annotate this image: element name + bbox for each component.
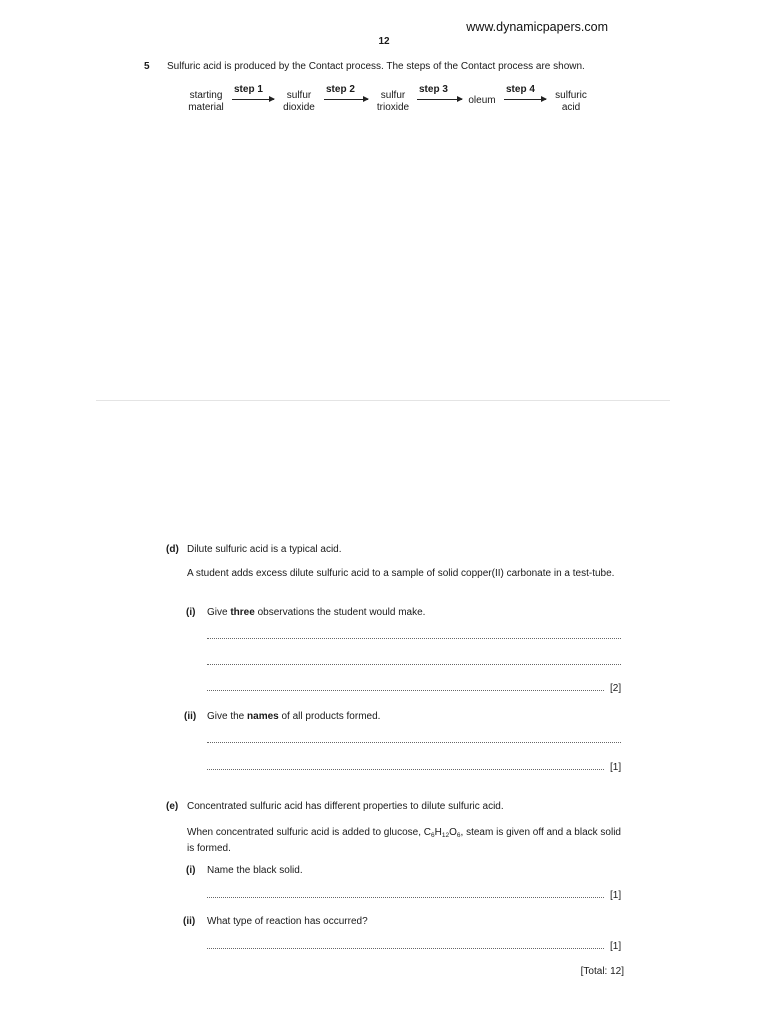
- answer-line[interactable]: [207, 948, 604, 949]
- formula-subscript: 6: [456, 832, 461, 839]
- part-d-i-label: (i): [186, 607, 196, 618]
- flow-node-line: material: [188, 102, 224, 113]
- part-e-i-label: (i): [186, 865, 196, 876]
- step-3-label: step 3: [419, 84, 448, 95]
- answer-line[interactable]: [207, 897, 604, 898]
- question-emphasis: names: [247, 711, 279, 722]
- mark-allocation: [1]: [610, 941, 622, 952]
- part-e-ii-label: (ii): [183, 916, 196, 927]
- flow-node-line: sulfuric: [555, 90, 587, 101]
- flow-node-line: acid: [561, 102, 581, 113]
- part-e-text: Concentrated sulfuric acid has different properties to dilute sulfuric acid.: [187, 801, 504, 812]
- contact-process-flow: [178, 84, 598, 120]
- flow-node-sulfuric-acid: [548, 90, 594, 114]
- step-2-arrow: [324, 99, 368, 100]
- part-d-ii-label: (ii): [184, 711, 197, 722]
- mark-allocation: [1]: [610, 890, 622, 901]
- total-marks: [Total: 12]: [580, 966, 624, 977]
- step-4-arrow: [504, 99, 546, 100]
- part-e-ii-question: What type of reaction has occurred?: [207, 916, 368, 927]
- flow-node-sulfur-trioxide: [370, 90, 416, 114]
- mark-allocation: [1]: [610, 762, 622, 773]
- mark-allocation: [2]: [610, 683, 622, 694]
- flow-node-line: starting: [189, 90, 223, 101]
- page-number: 12: [378, 36, 390, 47]
- part-e-i-question: Name the black solid.: [207, 865, 303, 876]
- part-e-label: (e): [166, 801, 179, 812]
- website-url: www.dynamicpapers.com: [466, 20, 608, 34]
- flow-node-sulfur-dioxide: [276, 90, 322, 114]
- step-3-arrow: [417, 99, 462, 100]
- answer-line[interactable]: [207, 690, 604, 691]
- part-d-label: (d): [166, 544, 179, 555]
- flow-node-line: trioxide: [376, 102, 410, 113]
- formula-subscript: 6: [431, 832, 435, 839]
- step-1-label: step 1: [234, 84, 263, 95]
- page-divider: [96, 400, 670, 401]
- answer-line[interactable]: [207, 638, 621, 639]
- formula-element: O: [449, 827, 457, 838]
- step-2-label: step 2: [326, 84, 355, 95]
- answer-line[interactable]: [207, 664, 621, 665]
- question-text: Give the: [207, 711, 248, 722]
- question-emphasis: three: [230, 607, 255, 618]
- flow-node-line: oleum: [468, 95, 496, 106]
- part-d-text: Dilute sulfuric acid is a typical acid.: [187, 544, 342, 555]
- question-text: of all products formed.: [278, 711, 381, 722]
- question-text: Give: [207, 607, 231, 618]
- step-4-label: step 4: [506, 84, 535, 95]
- formula-subscript: 12: [441, 832, 450, 839]
- question-text: observations the student would make.: [254, 607, 426, 618]
- answer-line[interactable]: [207, 742, 621, 743]
- formula-element: H: [434, 827, 442, 838]
- flow-node-line: dioxide: [283, 102, 315, 113]
- answer-line[interactable]: [207, 769, 604, 770]
- flow-node-starting-material: [178, 90, 234, 114]
- step-1-arrow: [232, 99, 274, 100]
- part-e-context: [187, 826, 627, 855]
- context-text: When concentrated sulfuric acid is added to glucose, C: [187, 827, 432, 838]
- question-number: 5: [144, 61, 150, 72]
- part-d-i-question: [207, 607, 425, 618]
- context-text: , steam is given off and a black solid is formed.: [187, 827, 621, 854]
- part-d-context: A student adds excess dilute sulfuric acid to a sample of solid copper(II) carbonate in a test-tube.: [187, 568, 615, 579]
- flow-node-oleum: [463, 95, 501, 107]
- question-intro: Sulfuric acid is produced by the Contact process. The steps of the Contact process are shown.: [167, 61, 585, 72]
- flow-node-line: sulfur: [380, 90, 406, 101]
- flow-node-line: sulfur: [286, 90, 312, 101]
- part-d-ii-question: [207, 711, 380, 722]
